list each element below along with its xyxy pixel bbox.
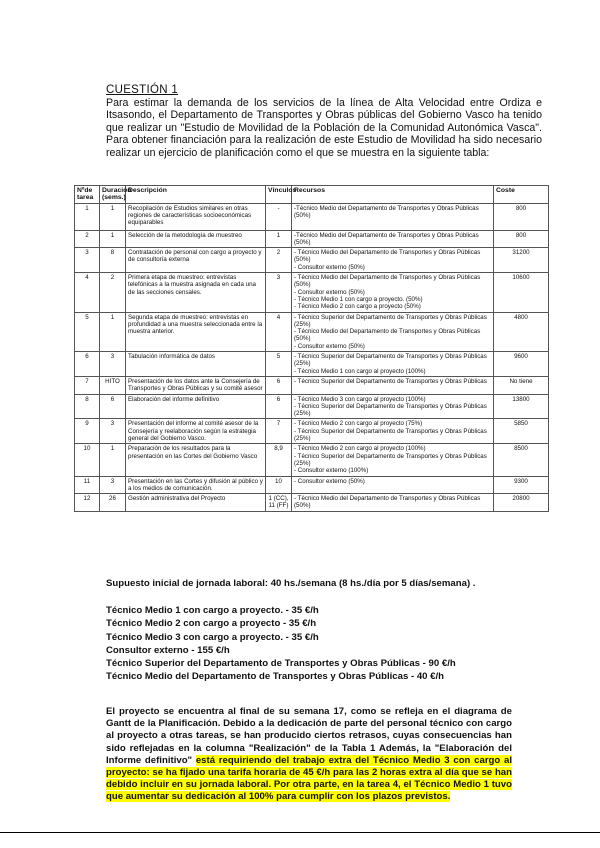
rate-line: Técnico Medio 1 con cargo a proyecto. - 35 €/h xyxy=(106,605,319,616)
description-cell: Tabulación informática de datos xyxy=(126,352,266,377)
resource-line: - Consultor externo (50%) xyxy=(294,342,365,350)
question-title: CUESTIÓN 1 xyxy=(106,84,179,96)
description-cell: Recopilación de Estudios similares en otras regiones de características socioeconómicas equiparables xyxy=(126,203,266,230)
resources-cell xyxy=(292,312,494,351)
header-task-number: Nºde tarea xyxy=(75,186,100,204)
duration-cell: 26 xyxy=(100,494,126,512)
resources-cell xyxy=(292,444,494,476)
cost-cell: 9300 xyxy=(494,476,549,494)
duration-cell: 1 xyxy=(100,444,126,476)
resources-cell xyxy=(292,352,494,377)
resource-line: - Técnico Superior del Departamento de Transportes y Obras Públicas (25%) xyxy=(294,402,487,418)
task-number-cell: 12 xyxy=(75,494,100,512)
cost-cell: 13800 xyxy=(494,394,549,419)
duration-cell: 2 xyxy=(100,273,126,312)
description-cell: Segunda etapa de muestreo: entrevistas en profundidad a una muestra seleccionada entre la muestra anterior. xyxy=(126,312,266,351)
table-row xyxy=(75,394,549,419)
links-cell: 5 xyxy=(266,352,292,377)
resource-line: - Técnico Medio del Departamento de Transportes y Obras Públicas (50%) xyxy=(294,495,481,510)
links-cell: 6 xyxy=(266,376,292,394)
table-row xyxy=(75,273,549,312)
resources-cell xyxy=(292,476,494,494)
resource-line: - Técnico Medio 1 con cargo al proyecto (100%) xyxy=(294,367,426,375)
links-cell: 10 xyxy=(266,476,292,494)
resource-line: - Técnico Medio del Departamento de Transportes y Obras Públicas (50%) xyxy=(294,328,481,343)
bottom-rule xyxy=(0,832,600,833)
resource-line: - Técnico Medio del Departamento de Transportes y Obras Públicas (50%) xyxy=(294,249,481,264)
hourly-rates-list xyxy=(106,604,456,684)
final-paragraph-highlight: está requiriendo del trabajo extra del Técnico Medio 3 con cargo al proyecto: se ha fijado una tarifa horaria de 45 €/h para las 2 horas extra al día que se han debido incluir en su jornada laboral. Por otra parte, en la tarea 4, el Técnico Medio 1 tuvo que aumentar su dedicación al 100% para cumplir con los plazos previstos. xyxy=(106,754,513,803)
resources-cell xyxy=(292,248,494,273)
table-row xyxy=(75,444,549,476)
rate-line: Técnico Medio del Departamento de Transportes y Obras Públicas - 40 €/h xyxy=(106,671,445,683)
links-cell: 2 xyxy=(266,248,292,273)
cost-cell: 9600 xyxy=(494,352,549,377)
header-duration: Duración (sems.) xyxy=(100,186,126,204)
header-description: Descripción xyxy=(126,186,266,204)
task-number-cell: 1 xyxy=(75,203,100,230)
task-number-cell: 9 xyxy=(75,419,100,444)
links-cell: 1 xyxy=(266,230,292,248)
description-cell: Elaboración del informe definitivo xyxy=(126,394,266,419)
final-paragraph-text: El proyecto se encuentra al final de su semana 17, como se refleja en el diagrama de Gantt de la Planificación. Debido a la dedicación de parte del personal técnico con cargo al proyecto a otras tareas, se han producido ciertos retrasos, cuyas consecuencias han sido reflejadas en la columna "Realización" de la Tabla 1 Además, la "Elaboración del Informe definitivo" xyxy=(106,706,512,766)
resources-cell xyxy=(292,419,494,444)
resource-line: - Técnico Superior del Departamento de Transportes y Obras Públicas (25%) xyxy=(294,452,487,467)
duration-cell: 3 xyxy=(100,419,126,444)
resources-cell xyxy=(292,273,494,312)
resource-line: - Técnico Superior del Departamento de Transportes y Obras Públicas (25%) xyxy=(294,313,487,328)
cost-cell: 800 xyxy=(494,230,549,248)
table-row xyxy=(75,476,549,494)
duration-cell: 1 xyxy=(100,312,126,351)
table-row xyxy=(75,419,549,444)
resource-line: - Técnico Medio 3 con cargo al proyecto (100%) xyxy=(294,395,426,403)
links-cell: 3 xyxy=(266,273,292,312)
description-cell: Preparación de los resultados para la presentación en las Cortes del Gobierno Vasco xyxy=(126,444,266,476)
cost-cell: 4800 xyxy=(494,312,549,351)
duration-cell: 3 xyxy=(100,476,126,494)
table-row xyxy=(75,248,549,273)
resources-cell xyxy=(292,494,494,512)
links-cell: - xyxy=(266,203,292,230)
table-row xyxy=(75,494,549,512)
description-cell: Primera etapa de muestreo: entrevistas telefónicas a la muestra asignada en cada una de las secciones censales. xyxy=(126,273,266,312)
cost-cell: 800 xyxy=(494,203,549,230)
task-number-cell: 3 xyxy=(75,248,100,273)
table-row xyxy=(75,376,549,394)
duration-cell: HITO xyxy=(100,376,126,394)
resource-line: - Técnico Medio 2 con cargo al proyecto (100%) xyxy=(294,445,426,453)
table-header-row xyxy=(75,186,549,204)
resources-cell xyxy=(292,203,494,230)
links-cell: 7 xyxy=(266,419,292,444)
resource-line: -Técnico Medio del Departamento de Transportes y Obras Públicas (50%) xyxy=(294,231,479,246)
task-number-cell: 4 xyxy=(75,273,100,312)
resource-line: -Técnico Medio del Departamento de Transportes y Obras Públicas (50%) xyxy=(294,204,479,219)
table-row xyxy=(75,230,549,248)
resources-cell xyxy=(292,230,494,248)
planning-table xyxy=(74,185,549,512)
table-body xyxy=(75,203,549,511)
description-cell: Presentación en las Cortes y difusión al público y a los medios de comunicación. xyxy=(126,476,266,494)
task-number-cell: 6 xyxy=(75,352,100,377)
description-cell: Selección de la metodología de muestreo xyxy=(126,230,266,248)
task-number-cell: 10 xyxy=(75,444,100,476)
resource-line: - Técnico Medio 2 con cargo al proyecto (75%) xyxy=(294,420,423,428)
question-intro: Para estimar la demanda de los servicios de la línea de Alta Velocidad entre Ordiza e Itsasondo, el Departamento de Transportes y Obras públicas del Gobierno Vasco ha tenido que realizar un "Estudio de Movilidad de la Población de la Comunidad Autonómica Vasca". Para obtener financiación para la realización de este Estudio de Movilidad ha sido necesario realizar un ejercicio de planificación como el que se muestra en la siguiente tabla: xyxy=(106,97,542,159)
resource-line: - Técnico Superior del Departamento de Transportes y Obras Públicas (25%) xyxy=(294,427,487,443)
header-cost: Coste xyxy=(494,186,549,204)
description-cell: Presentación del informe al comité asesor de la Consejería y reelaboración según la estrategia general del Gobierno Vasco. xyxy=(126,419,266,444)
links-cell: 1 (CC), 11 (FF) xyxy=(266,494,292,512)
task-number-cell: 7 xyxy=(75,376,100,394)
task-number-cell: 2 xyxy=(75,230,100,248)
resource-line: - Consultor externo (50%) xyxy=(294,288,365,296)
links-cell: 4 xyxy=(266,312,292,351)
task-number-cell: 8 xyxy=(75,394,100,419)
resource-line: - Técnico Medio del Departamento de Transportes y Obras Públicas (50%) xyxy=(294,274,481,289)
description-cell: Contratación de personal con cargo a proyecto y de consultoría externa xyxy=(126,248,266,273)
duration-cell: 1 xyxy=(100,230,126,248)
resource-line: - Consultor externo (50%) xyxy=(294,263,365,271)
description-cell: Presentación de los datos ante la Consejería de Transportes y Obras Públicas y su comité asesor xyxy=(126,376,266,394)
resource-line: - Técnico Medio 1 con cargo a proyecto. (50%) xyxy=(294,295,423,303)
cost-cell: 8500 xyxy=(494,444,549,476)
table-row xyxy=(75,352,549,377)
links-cell: 6 xyxy=(266,394,292,419)
rate-line: Técnico Medio 2 con cargo a proyecto - 35 €/h xyxy=(106,618,317,630)
labor-assumption: Supuesto inicial de jornada laboral: 40 hs./semana (8 hs./día por 5 días/semana) . xyxy=(106,578,476,589)
resources-cell xyxy=(292,376,494,394)
final-paragraph xyxy=(106,706,512,804)
cost-cell: No tiene xyxy=(494,376,549,394)
duration-cell: 8 xyxy=(100,248,126,273)
header-links: Vínculos xyxy=(266,186,292,204)
task-number-cell: 5 xyxy=(75,312,100,351)
duration-cell: 1 xyxy=(100,203,126,230)
rate-line: Técnico Medio 3 con cargo a proyecto. - 35 €/h xyxy=(106,631,319,643)
cost-cell: 20800 xyxy=(494,494,549,512)
cost-cell: 10600 xyxy=(494,273,549,312)
resources-cell xyxy=(292,394,494,419)
table-row xyxy=(75,203,549,230)
duration-cell: 6 xyxy=(100,394,126,419)
rate-line: Técnico Superior del Departamento de Transportes y Obras Públicas - 90 €/h xyxy=(106,658,456,670)
resource-line: - Técnico Superior del Departamento de Transportes y Obras Públicas (25%) xyxy=(294,353,487,368)
resource-line: - Consultor externo (100%) xyxy=(294,467,369,475)
resource-line: - Técnico Superior del Departamento de Transportes y Obras Públicas xyxy=(294,377,487,385)
duration-cell: 3 xyxy=(100,352,126,377)
cost-cell: 5850 xyxy=(494,419,549,444)
resource-line: - Técnico Medio 2 con cargo a proyecto (50%) xyxy=(294,303,421,311)
rate-line: Consultor externo - 155 €/h xyxy=(106,644,230,656)
table-row xyxy=(75,312,549,351)
resource-line: - Consultor externo (50%) xyxy=(294,477,365,485)
task-number-cell: 11 xyxy=(75,476,100,494)
description-cell: Gestión administrativa del Proyecto xyxy=(126,494,266,512)
cost-cell: 31200 xyxy=(494,248,549,273)
header-resources: Recursos xyxy=(292,186,494,204)
links-cell: 8,9 xyxy=(266,444,292,476)
